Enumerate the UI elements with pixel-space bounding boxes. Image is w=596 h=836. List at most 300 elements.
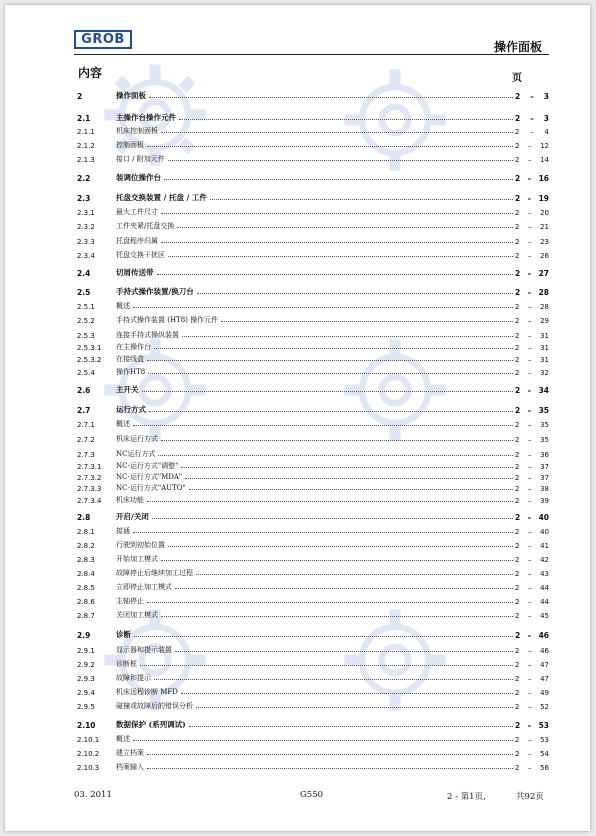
toc-entry-title: 机床运行方式 <box>116 435 158 443</box>
toc-entry[interactable] <box>77 685 549 697</box>
toc-entry[interactable] <box>77 718 549 730</box>
toc-entry[interactable] <box>77 671 549 683</box>
leader-dots <box>147 754 513 755</box>
toc-entry-chapter: 2 <box>515 750 520 758</box>
leader-dots <box>149 97 513 98</box>
toc-entry[interactable] <box>77 219 549 231</box>
toc-entry-number: 2 <box>77 92 83 101</box>
toc-entry-title: 故障停止后继续加工过程 <box>116 569 193 577</box>
toc-entry-dash: – <box>528 584 532 592</box>
toc-entry-page-number: 35 <box>540 436 549 444</box>
toc-entry-page-number: 31 <box>540 356 549 364</box>
toc-entry[interactable] <box>77 566 549 578</box>
toc-entry-number: 2.5.3 <box>77 332 95 340</box>
toc-entry-dash: – <box>528 497 532 505</box>
leader-dots <box>185 478 513 479</box>
toc-entry-page <box>515 369 549 377</box>
toc-entry-chapter: 2 <box>515 556 520 564</box>
toc-entry-page <box>515 661 549 669</box>
toc-entry-page <box>515 92 549 101</box>
toc-entry-page <box>515 736 549 744</box>
toc-entry-dash: – <box>530 128 534 136</box>
toc-entry-title: 手持式操作装置 (HT8) 操作元件 <box>116 316 219 324</box>
toc-entry[interactable] <box>77 699 549 711</box>
leader-dots <box>154 348 513 349</box>
toc-entry-page <box>515 528 549 536</box>
toc-entry-title: 碰撞或故障后的错误分析 <box>116 702 193 710</box>
toc-entry-page <box>515 238 549 246</box>
toc-entry-page-number: 52 <box>540 703 549 711</box>
toc-entry-title: NC-运行方式"MDA" <box>116 473 183 481</box>
leader-dots <box>164 179 513 180</box>
toc-entry-dash: – <box>528 156 532 164</box>
toc-entry-page-number: 49 <box>540 689 549 697</box>
toc-entry-number: 2.1 <box>77 114 91 123</box>
toc-entry-page-number: 14 <box>540 156 549 164</box>
toc-entry-page <box>515 288 549 297</box>
page-column-label: 页 <box>512 73 522 84</box>
toc-entry-dash: – <box>527 631 532 640</box>
toc-entry-number: 2.9.3 <box>77 675 95 683</box>
toc-entry-number: 2.7.3.4 <box>77 497 102 505</box>
toc-entry-number: 2.3.1 <box>77 209 95 217</box>
leader-dots <box>148 373 513 374</box>
leader-dots <box>196 574 513 575</box>
toc-entry[interactable] <box>77 594 549 606</box>
toc-entry[interactable] <box>77 732 549 744</box>
leader-dots <box>161 440 513 441</box>
toc-entry[interactable] <box>77 124 549 136</box>
toc-entry-page-number: 34 <box>538 386 549 395</box>
toc-entry-title: 主开关 <box>116 385 139 394</box>
toc-entry-title: 诊断 <box>116 630 131 639</box>
leader-dots <box>197 293 513 294</box>
toc-entry[interactable] <box>77 383 549 395</box>
toc-entry[interactable] <box>77 524 549 536</box>
toc-entry-title: 故障和提示 <box>116 674 151 682</box>
toc-entry-page-number: 16 <box>538 174 549 183</box>
toc-entry-chapter: 2 <box>515 332 520 340</box>
leader-dots <box>161 616 513 617</box>
toc-entry-dash: – <box>528 485 532 493</box>
toc-entry-dash: – <box>528 474 532 482</box>
toc-entry-page <box>515 497 549 505</box>
toc-entry-title: 切屑传送带 <box>116 268 154 277</box>
toc-entry-page <box>515 598 549 606</box>
toc-entry-chapter: 2 <box>515 406 521 415</box>
toc-entry-chapter: 2 <box>515 612 520 620</box>
toc-entry-chapter: 2 <box>515 497 520 505</box>
toc-entry-dash: – <box>528 451 532 459</box>
toc-entry-dash: – <box>528 252 532 260</box>
toc-entry-dash: – <box>528 612 532 620</box>
toc-entry-number: 2.5.4 <box>77 369 95 377</box>
toc-entry-number: 2.7.1 <box>77 421 95 429</box>
toc-entry-number: 2.10.1 <box>77 736 100 744</box>
toc-entry-title: 操作HT8 <box>116 368 146 376</box>
toc-entry-chapter: 2 <box>515 369 520 377</box>
toc-entry[interactable] <box>77 171 549 183</box>
toc-entry-number: 2.8.4 <box>77 570 95 578</box>
toc-entry-number: 2.1.3 <box>77 156 95 164</box>
leader-dots <box>161 560 513 561</box>
leader-dots <box>210 199 513 200</box>
toc-entry[interactable] <box>77 313 549 325</box>
toc-entry[interactable] <box>77 352 549 364</box>
toc-entry-page <box>515 142 549 150</box>
toc-entry-chapter: 2 <box>515 703 520 711</box>
toc-entry-chapter: 2 <box>515 356 520 364</box>
toc-entry-chapter: 2 <box>515 631 521 640</box>
leader-dots <box>133 425 513 426</box>
toc-entry-number: 2.8.1 <box>77 528 95 536</box>
toc-entry[interactable] <box>77 266 549 278</box>
toc-entry-dash: – <box>528 209 532 217</box>
toc-entry[interactable] <box>77 138 549 150</box>
toc-entry-page-number: 37 <box>540 463 549 471</box>
leader-dots <box>158 455 513 456</box>
footer-chapter-page: 2 - 第1页, <box>447 792 486 802</box>
toc-entry[interactable] <box>77 205 549 217</box>
toc-entry-title: 开启/关闭 <box>116 512 149 521</box>
toc-entry-title: 概述 <box>116 735 130 743</box>
leader-dots <box>147 602 513 603</box>
toc-entry[interactable] <box>77 493 549 505</box>
toc-entry-chapter: 2 <box>515 269 521 278</box>
toc-entry-number: 2.5.3.2 <box>77 356 102 364</box>
toc-entry-number: 2.10.3 <box>77 764 100 772</box>
toc-entry-page-number: 28 <box>538 288 549 297</box>
toc-entry-page <box>515 223 549 231</box>
toc-entry-page <box>515 556 549 564</box>
toc-entry-number: 2.6 <box>77 386 91 395</box>
toc-entry-page-number: 54 <box>540 750 549 758</box>
leader-dots <box>161 213 513 214</box>
toc-entry-number: 2.7.3.3 <box>77 485 102 493</box>
toc-entry-page <box>515 584 549 592</box>
toc-entry-page <box>515 114 549 123</box>
toc-entry-dash: – <box>528 332 532 340</box>
toc-entry-title: 托盘交换装置 / 托盘 / 工件 <box>116 193 207 202</box>
toc-entry[interactable] <box>77 328 549 340</box>
toc-entry-page <box>515 406 549 415</box>
toc-entry-dash: – <box>528 317 532 325</box>
toc-entry-number: 2.9 <box>77 631 91 640</box>
leader-dots <box>189 726 513 727</box>
toc-entry-title: 操作面板 <box>116 91 146 100</box>
toc-entry-dash: – <box>530 92 534 101</box>
toc-entry-chapter: 2 <box>515 647 520 655</box>
toc-entry-page <box>515 156 549 164</box>
toc-entry-number: 2.8.5 <box>77 584 95 592</box>
toc-entry-dash: – <box>528 556 532 564</box>
toc-entry[interactable] <box>77 111 549 123</box>
toc-entry-page-number: 47 <box>540 675 549 683</box>
leader-dots <box>177 227 513 228</box>
document-page <box>5 5 590 831</box>
toc-entry-chapter: 2 <box>515 675 520 683</box>
leader-dots <box>157 274 514 275</box>
toc-entry[interactable] <box>77 657 549 669</box>
toc-entry-page-number: 44 <box>540 598 549 606</box>
toc-entry-dash: – <box>528 303 532 311</box>
toc-entry-title: 工件夹紧/托盘交换 <box>116 222 175 230</box>
toc-entry-page <box>515 451 549 459</box>
toc-entry-page <box>515 721 549 730</box>
toc-entry-page-number: 36 <box>540 451 549 459</box>
toc-entry[interactable] <box>77 552 549 564</box>
leader-dots <box>196 707 513 708</box>
toc-entry-chapter: 2 <box>515 474 520 482</box>
toc-entry-chapter: 2 <box>515 542 520 550</box>
toc-entry-number: 2.10 <box>77 721 96 730</box>
toc-entry-title: 托盘程序归属 <box>116 237 158 245</box>
grob-logo: GROB <box>74 30 132 49</box>
toc-entry-dash: – <box>528 703 532 711</box>
leader-dots <box>175 588 513 589</box>
toc-entry-title: 连接手持式操纵装置 <box>116 331 179 339</box>
toc-entry-page <box>515 689 549 697</box>
toc-entry[interactable] <box>77 417 549 429</box>
toc-entry-number: 2.9.5 <box>77 703 95 711</box>
toc-entry[interactable] <box>77 403 549 415</box>
toc-entry-chapter: 2 <box>515 174 521 183</box>
toc-entry-page-number: 53 <box>540 736 549 744</box>
toc-entry[interactable] <box>77 285 549 297</box>
toc-entry-page-number: 3 <box>543 92 549 101</box>
toc-entry-chapter: 2 <box>515 303 520 311</box>
toc-entry-page <box>515 485 549 493</box>
toc-entry-page-number: 23 <box>540 238 549 246</box>
leader-dots <box>147 360 513 361</box>
toc-entry-dash: – <box>527 513 532 522</box>
toc-entry-page-number: 56 <box>540 764 549 772</box>
toc-entry[interactable] <box>77 248 549 260</box>
toc-entry-page-number: 46 <box>538 631 549 640</box>
toc-entry-page-number: 43 <box>540 570 549 578</box>
toc-entry-page-number: 21 <box>540 223 549 231</box>
toc-entry-dash: – <box>528 598 532 606</box>
toc-entry[interactable] <box>77 432 549 444</box>
toc-entry-chapter: 2 <box>515 528 520 536</box>
toc-entry-title: 显示器和提示装置 <box>116 646 172 654</box>
table-of-contents <box>5 5 590 831</box>
toc-entry-page-number: 31 <box>540 344 549 352</box>
toc-entry-page <box>515 194 549 203</box>
toc-entry-dash: – <box>528 421 532 429</box>
toc-entry-title: 数据保护 (系列调试) <box>116 720 186 729</box>
toc-entry-page-number: 31 <box>540 332 549 340</box>
toc-entry-title: NC运行方式 <box>116 450 156 458</box>
toc-entry-page <box>515 269 549 278</box>
toc-entry-dash: – <box>528 542 532 550</box>
toc-entry-dash: – <box>528 463 532 471</box>
toc-entry-chapter: 2 <box>515 570 520 578</box>
toc-entry-dash: – <box>528 436 532 444</box>
leader-dots <box>152 518 513 519</box>
toc-entry-chapter: 2 <box>515 194 521 203</box>
toc-entry-page <box>515 436 549 444</box>
toc-entry-page <box>515 612 549 620</box>
toc-entry-number: 2.5.3.1 <box>77 344 102 352</box>
toc-entry-title: NC-运行方式"调整" <box>116 462 179 470</box>
toc-entry-page <box>515 647 549 655</box>
toc-entry-number: 2.7 <box>77 406 91 415</box>
toc-entry-title: 概述 <box>116 420 130 428</box>
leader-dots <box>154 679 513 680</box>
toc-entry-number: 2.3.2 <box>77 223 95 231</box>
toc-entry[interactable] <box>77 340 549 352</box>
toc-entry-chapter: 2 <box>515 92 521 101</box>
toc-entry[interactable] <box>77 191 549 203</box>
footer-date: 03. 2011 <box>74 790 112 800</box>
toc-entry[interactable] <box>77 152 549 164</box>
toc-entry-page <box>515 703 549 711</box>
toc-entry-dash: – <box>527 406 532 415</box>
toc-entry-chapter: 2 <box>515 209 520 217</box>
toc-entry-chapter: 2 <box>515 764 520 772</box>
toc-entry[interactable] <box>77 481 549 493</box>
toc-entry-page <box>515 344 549 352</box>
toc-entry-page-number: 44 <box>540 584 549 592</box>
toc-entry-page <box>515 332 549 340</box>
toc-entry-chapter: 2 <box>515 721 521 730</box>
toc-entry[interactable] <box>77 299 549 311</box>
toc-entry-page <box>515 750 549 758</box>
toc-entry-dash: – <box>527 269 532 278</box>
toc-entry[interactable] <box>77 538 549 550</box>
toc-entry-chapter: 2 <box>515 689 520 697</box>
toc-entry[interactable] <box>77 760 549 772</box>
toc-entry-title: NC-运行方式"AUTO" <box>116 484 186 492</box>
toc-entry-dash: – <box>528 764 532 772</box>
toc-entry-dash: – <box>527 194 532 203</box>
toc-entry-chapter: 2 <box>515 252 520 260</box>
leader-dots <box>168 256 513 257</box>
toc-entry-page-number: 47 <box>540 661 549 669</box>
leader-dots <box>182 336 513 337</box>
toc-entry-page-number: 39 <box>540 497 549 505</box>
toc-entry[interactable] <box>77 447 549 459</box>
leader-dots <box>133 532 513 533</box>
toc-heading: 内容 <box>78 66 103 80</box>
toc-entry-page-number: 12 <box>540 142 549 150</box>
toc-entry-page <box>515 513 549 522</box>
toc-entry-page <box>515 386 549 395</box>
toc-entry-title: 诊断框 <box>116 660 137 668</box>
leader-dots <box>149 411 513 412</box>
toc-entry[interactable] <box>77 643 549 655</box>
toc-entry-page-number: 40 <box>540 528 549 536</box>
toc-entry-dash: – <box>528 661 532 669</box>
leader-dots <box>179 119 513 120</box>
footer-model: G550 <box>300 790 324 800</box>
leader-dots <box>133 307 513 308</box>
toc-entry[interactable] <box>77 628 549 640</box>
toc-entry-page <box>515 764 549 772</box>
toc-entry-page-number: 29 <box>540 317 549 325</box>
toc-entry-dash: – <box>527 721 532 730</box>
toc-entry-chapter: 2 <box>515 142 520 150</box>
toc-entry-title: 装调位操作台 <box>116 173 161 182</box>
toc-entry[interactable] <box>77 510 549 522</box>
toc-entry-number: 2.4 <box>77 269 91 278</box>
toc-entry-page-number: 32 <box>540 369 549 377</box>
toc-entry-title: 立即停止加工模式 <box>116 583 172 591</box>
toc-entry[interactable] <box>77 234 549 246</box>
toc-entry-title: 开始加工模式 <box>116 555 158 563</box>
toc-entry-dash: – <box>527 174 532 183</box>
toc-entry-page <box>515 675 549 683</box>
toc-entry-title: 接口 / 附加元件 <box>116 155 165 163</box>
leader-dots <box>161 132 513 133</box>
toc-entry-number: 2.5.1 <box>77 303 95 311</box>
toc-entry-number: 2.5 <box>77 288 91 297</box>
toc-entry-title: 运行方式 <box>116 405 146 414</box>
toc-entry-chapter: 2 <box>515 128 520 136</box>
toc-entry-chapter: 2 <box>515 584 520 592</box>
toc-entry-page-number: 19 <box>538 194 549 203</box>
toc-entry-number: 2.10.2 <box>77 750 100 758</box>
toc-entry-number: 2.8.2 <box>77 542 95 550</box>
toc-entry-number: 2.9.2 <box>77 661 95 669</box>
toc-entry-chapter: 2 <box>515 156 520 164</box>
toc-entry-dash: – <box>528 750 532 758</box>
toc-entry-title: 控制面板 <box>116 141 144 149</box>
leader-dots <box>161 242 513 243</box>
toc-entry-dash: – <box>527 288 532 297</box>
leader-dots <box>147 146 513 147</box>
toc-entry[interactable] <box>77 365 549 377</box>
toc-entry-page-number: 4 <box>544 128 549 136</box>
leader-dots <box>140 665 513 666</box>
toc-entry-chapter: 2 <box>515 485 520 493</box>
toc-entry-title: 手持式操作装置/换刀台 <box>116 287 194 296</box>
toc-entry-page-number: 38 <box>540 485 549 493</box>
toc-entry-number: 2.7.2 <box>77 436 95 444</box>
toc-entry-number: 2.7.3.1 <box>77 463 102 471</box>
leader-dots <box>175 651 513 652</box>
toc-entry-page-number: 27 <box>538 269 549 278</box>
toc-entry[interactable] <box>77 608 549 620</box>
toc-entry-dash: – <box>528 369 532 377</box>
toc-entry-dash: – <box>528 675 532 683</box>
toc-entry-page-number: 35 <box>540 421 549 429</box>
toc-entry-page-number: 42 <box>540 556 549 564</box>
toc-entry-chapter: 2 <box>515 463 520 471</box>
toc-entry[interactable] <box>77 746 549 758</box>
toc-entry-page <box>515 631 549 640</box>
toc-entry-title: 机床功能 <box>116 496 144 504</box>
toc-entry-title: 在接线盒 <box>116 355 144 363</box>
toc-entry-number: 2.9.1 <box>77 647 95 655</box>
toc-entry-page <box>515 209 549 217</box>
leader-dots <box>168 546 513 547</box>
toc-entry-number: 2.8 <box>77 513 91 522</box>
toc-entry-page <box>515 356 549 364</box>
toc-entry-number: 2.8.7 <box>77 612 95 620</box>
footer-total-pages: 共92页 <box>516 792 544 802</box>
toc-entry-number: 2.8.3 <box>77 556 95 564</box>
toc-entry-chapter: 2 <box>515 598 520 606</box>
toc-entry[interactable] <box>77 580 549 592</box>
toc-entry[interactable] <box>77 89 549 101</box>
toc-entry-page <box>515 128 549 136</box>
header-title: 操作面板 <box>493 40 542 54</box>
toc-entry-chapter: 2 <box>515 317 520 325</box>
toc-entry-dash: – <box>527 386 532 395</box>
leader-dots <box>147 768 513 769</box>
